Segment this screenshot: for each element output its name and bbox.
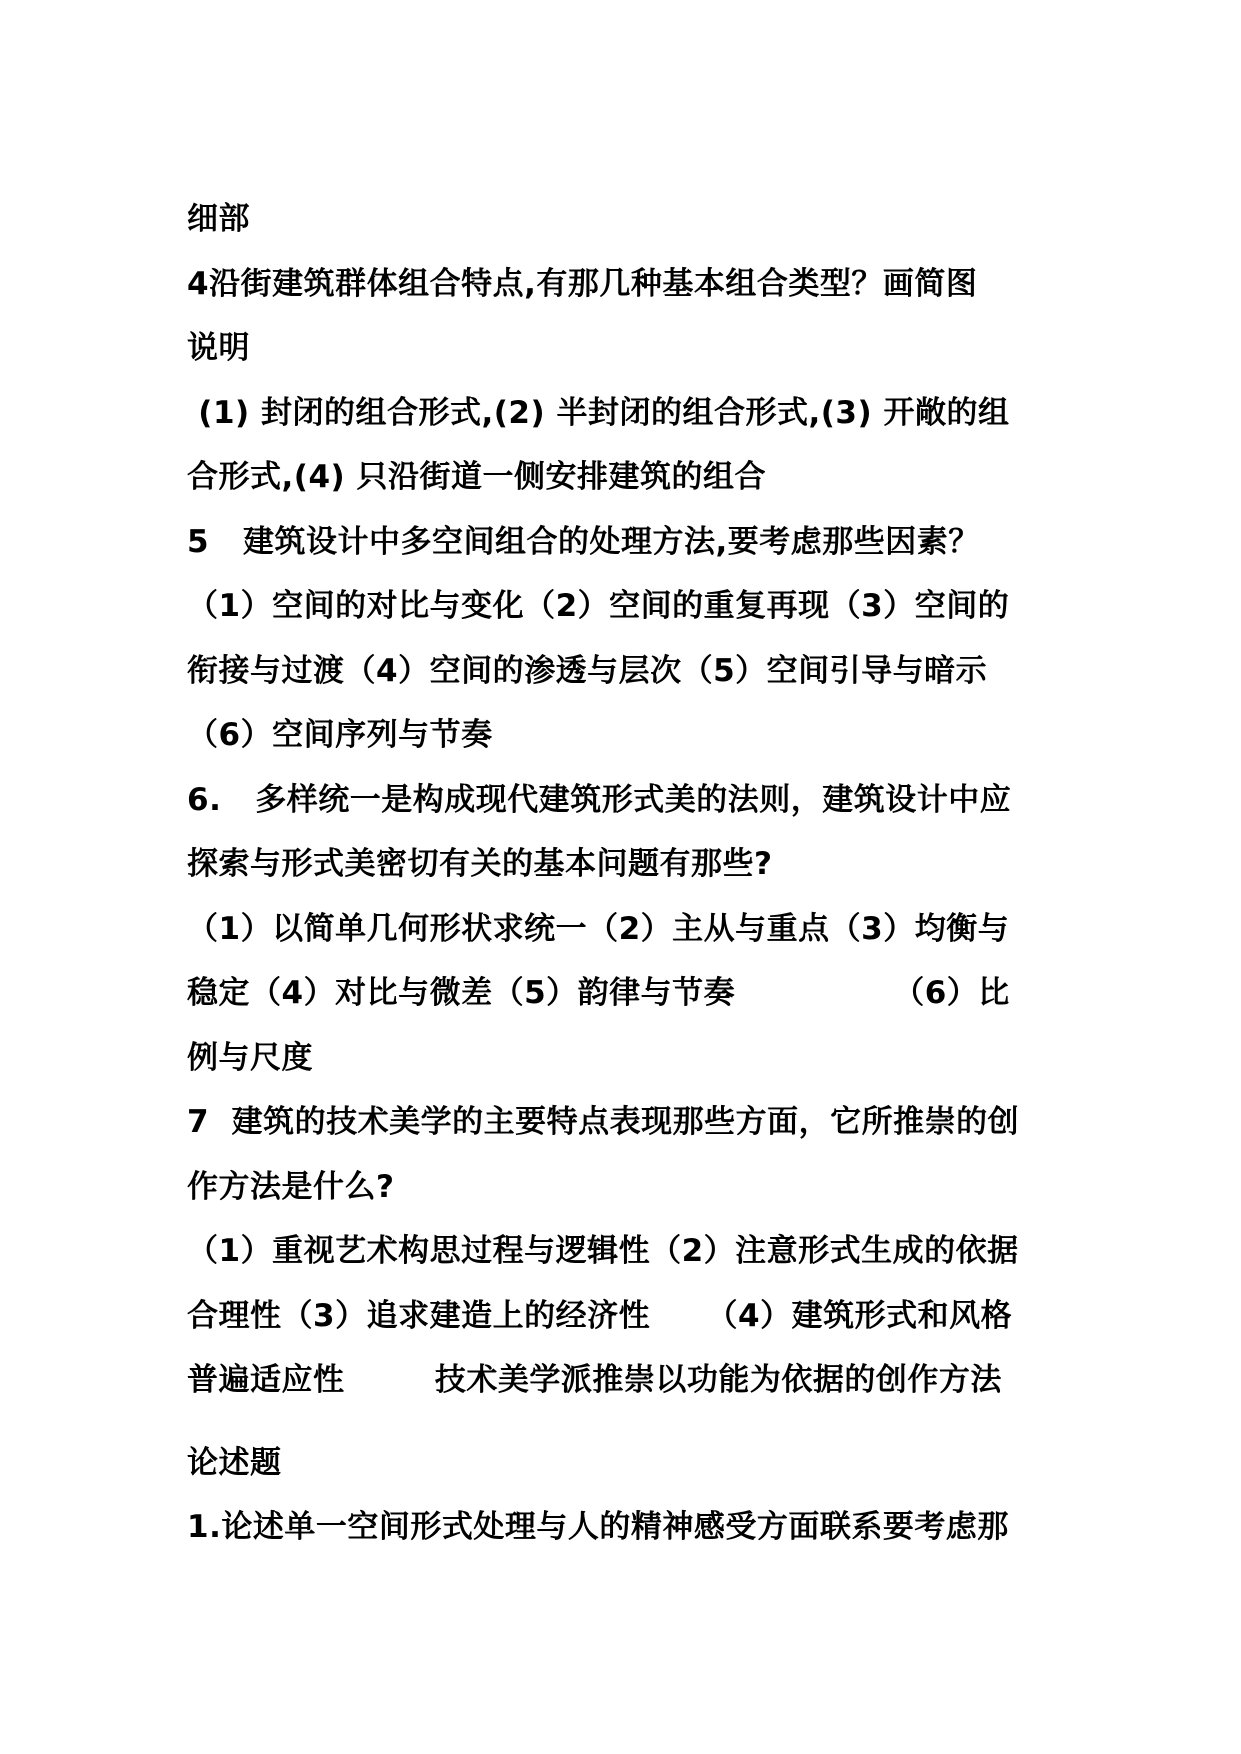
answer-6-line-2: 稳定（4）对比与微差（5）韵律与节奏 （6）比	[187, 975, 1010, 1011]
question-7-line-1: 7 建筑的技术美学的主要特点表现那些方面，它所推崇的创	[187, 1104, 1020, 1140]
text-line: 细部	[187, 201, 250, 237]
answer-7-line-2: 合理性（3）追求建造上的经济性 （4）建筑形式和风格	[187, 1297, 1013, 1334]
answer-5-line-1: （1）空间的对比与变化（2）空间的重复再现（3）空间的	[187, 588, 1010, 624]
answer-5-line-3: （6）空间序列与节奏	[187, 717, 493, 753]
question-4-line-2: 说明	[187, 330, 250, 366]
question-6-line-2: 探索与形式美密切有关的基本问题有那些?	[187, 846, 773, 882]
question-6-line-1: 6. 多样统一是构成现代建筑形式美的法则，建筑设计中应	[187, 781, 1012, 818]
answer-4-line-1: (1) 封闭的组合形式,(2) 半封闭的组合形式,(3) 开敞的组	[187, 394, 1010, 431]
question-4-line-1: 4沿街建筑群体组合特点,有那几种基本组合类型？画简图	[187, 265, 978, 302]
answer-4-line-2: 合形式,(4) 只沿街道一侧安排建筑的组合	[187, 459, 766, 495]
question-7-line-2: 作方法是什么?	[187, 1168, 395, 1205]
essay-question-1-line-1: 1.论述单一空间形式处理与人的精神感受方面联系要考虑那	[187, 1509, 1009, 1545]
answer-6-line-3: 例与尺度	[187, 1039, 313, 1076]
section-title: 论述题	[187, 1444, 282, 1481]
document-body	[187, 187, 1067, 1560]
answer-5-line-2: 衔接与过渡（4）空间的渗透与层次（5）空间引导与暗示	[187, 652, 988, 689]
section-gap	[187, 1413, 1067, 1431]
answer-7-line-3: 普遍适应性 技术美学派推崇以功能为依据的创作方法	[187, 1362, 1002, 1398]
question-5-line-1: 5 建筑设计中多空间组合的处理方法,要考虑那些因素？	[187, 523, 980, 560]
answer-7-line-1: （1）重视艺术构思过程与逻辑性（2）注意形式生成的依据	[187, 1233, 1019, 1269]
answer-6-line-1: （1）以简单几何形状求统一（2）主从与重点（3）均衡与	[187, 910, 1010, 947]
